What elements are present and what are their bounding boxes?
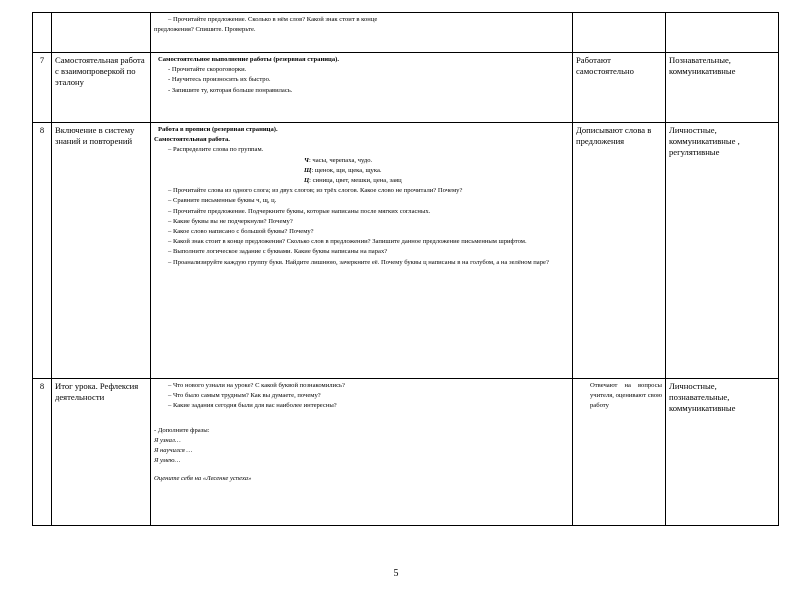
page-number: 5 (393, 568, 399, 579)
content-title: Самостоятельное выполнение работы (резервная страница). (158, 56, 339, 63)
phrase-item: Я умею… (154, 457, 181, 465)
table-row-stage-8 (33, 123, 779, 379)
cell-stage: Итог урока. Рефлексия деятельности (52, 379, 151, 526)
student-activity-text: Отвечают на вопросы учителя, оценивают свою работу (590, 382, 662, 410)
content-line: – Какие буквы вы не подчеркнули? Почему? (168, 217, 293, 225)
cell-stage: Самостоятельная работа с взаимопроверкой по эталону (52, 53, 151, 123)
phrase-item: Я узнал… (154, 436, 181, 444)
content-title: Работа в прописи (резервная страница). (158, 126, 278, 133)
cell-student-activity: Работают самостоятельно (573, 53, 666, 123)
phrase-item: Я научился … (154, 447, 193, 455)
cell-student-activity (573, 379, 666, 526)
table-row-summary (33, 379, 779, 526)
content-subtitle: Самостоятельная работа. (154, 136, 230, 144)
content-line: – Какие задания сегодня были для вас наиболее интересны? (168, 402, 337, 410)
content-line: – Распределите слова по группам. (168, 146, 264, 154)
phrases-intro: - Дополните фразы: (154, 426, 210, 434)
cell-number (33, 13, 52, 53)
content-line: - Запишите ту, которая больше понравилась. (168, 86, 293, 94)
cell-uud: Личностные, коммуникативные , регулятивные (666, 123, 779, 379)
group-ch: Ч: часы, черепаха, чудо. (304, 156, 373, 164)
cell-uud: Познавательные, коммуникативные (666, 53, 779, 123)
content-line: – Прочитайте предложение. Сколько в нём слов? Какой знак стоит в конце (168, 16, 378, 23)
cell-content (151, 53, 573, 123)
closing-line: Оцените себя на «Лесенке успеха» (154, 475, 252, 483)
cell-student-activity: Дописывают слова в предложения (573, 123, 666, 379)
cell-uud (666, 13, 779, 53)
cell-number: 7 (33, 53, 52, 123)
content-line: – Какое слово написано с большой буквы? Почему? (168, 228, 314, 236)
cell-content (151, 13, 573, 53)
content-line: - Научитесь произносить их быстро. (168, 76, 271, 84)
content-line: предложения? Спишите. Проверьте. (154, 26, 256, 34)
cell-number: 8 (33, 379, 52, 526)
content-line: – Проанализируйте каждую группу букв. Найдите лишнюю, зачеркните её. Почему буквы ц написаны в на голубом, а на зелёном паре? (168, 258, 549, 266)
content-line: – Какой знак стоит в конце предложения? Сколько слов в предложении? Запишите данное предложение письменным шрифтом. (168, 238, 527, 246)
content-line: - Прочитайте скороговорки. (168, 66, 247, 74)
group-shch: Щ: щенок, щи, щека, щука. (304, 166, 382, 174)
cell-student-activity (573, 13, 666, 53)
content-line: – Что было самым трудным? Как вы думаете, почему? (168, 392, 321, 400)
table-row-stage-7 (33, 53, 779, 123)
content-line: – Сравните письменные буквы ч, щ, ц. (168, 197, 277, 205)
content-line: – Что нового узнали на уроке? С какой буквой познакомились? (168, 382, 345, 389)
table-row-continuation (33, 13, 779, 53)
content-line: – Выполните логическое задание с буквами. Какие буквы написаны на парах? (168, 248, 388, 256)
cell-number: 8 (33, 123, 52, 379)
content-line: – Прочитайте предложение. Подчеркните буквы, которые написаны после мягких согласных. (168, 207, 431, 215)
cell-stage (52, 13, 151, 53)
lesson-plan-table (32, 12, 779, 526)
group-ts: Ц: синица, цвет, мешки, цена, заяц (304, 177, 402, 185)
cell-content (151, 123, 573, 379)
content-line: – Прочитайте слова из одного слога; из двух слогов; из трёх слогов. Какое слово не прочитали? Почему? (168, 187, 463, 195)
cell-content (151, 379, 573, 526)
cell-uud: Личностные, познавательные, коммуникативные (666, 379, 779, 526)
cell-stage: Включение в систему знаний и повторений (52, 123, 151, 379)
